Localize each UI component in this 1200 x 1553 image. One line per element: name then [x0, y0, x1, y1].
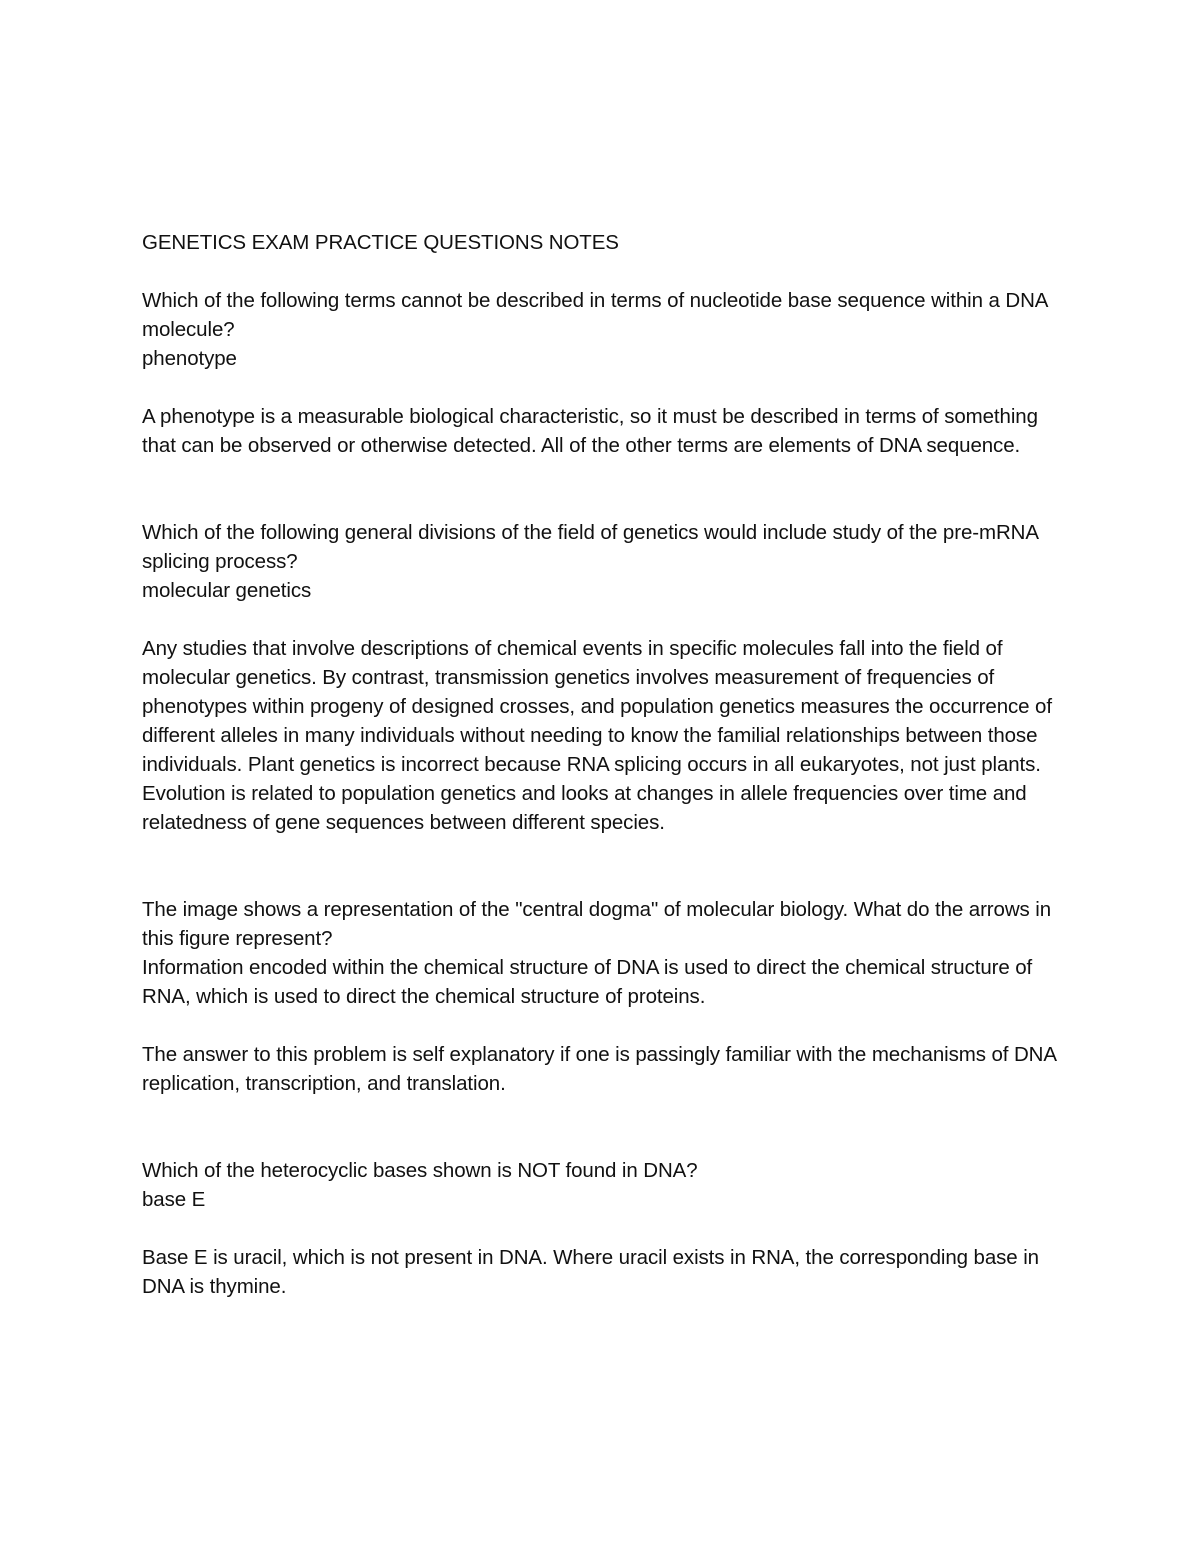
question-text: Which of the heterocyclic bases shown is NOT found in DNA?	[142, 1159, 698, 1182]
explanation-text: A phenotype is a measurable biological characteristic, so it must be described in terms of something that can be observed or otherwise detected. All of the other terms are elements of DNA sequence.	[142, 405, 1038, 457]
qa-item-1	[142, 286, 1062, 460]
question-text: Which of the following general divisions of the field of genetics would include study of the pre-mRNA splicing process?	[142, 521, 1038, 573]
answer-text: phenotype	[142, 347, 237, 370]
document-title: GENETICS EXAM PRACTICE QUESTIONS NOTES	[142, 231, 619, 254]
qa-item-3	[142, 895, 1062, 1098]
explanation-text: Base E is uracil, which is not present in DNA. Where uracil exists in RNA, the corresponding base in DNA is thymine.	[142, 1246, 1039, 1298]
answer-text: molecular genetics	[142, 579, 312, 602]
document-content	[142, 228, 1062, 1301]
qa-item-2	[142, 518, 1062, 837]
explanation-text: The answer to this problem is self explanatory if one is passingly familiar with the mechanisms of DNA replication, transcription, and translation.	[142, 1043, 1056, 1095]
answer-text: Information encoded within the chemical structure of DNA is used to direct the chemical structure of RNA, which is used to direct the chemical structure of proteins.	[142, 956, 1033, 1008]
question-text: The image shows a representation of the "central dogma" of molecular biology. What do the arrows in this figure represent?	[142, 898, 1052, 950]
qa-item-4	[142, 1156, 1062, 1301]
explanation-text: Any studies that involve descriptions of chemical events in specific molecules fall into the field of molecular genetics. By contrast, transmission genetics involves measurement of frequencies of phenotypes within progeny of designed crosses, and population genetics measures the occurrence of different alleles in many individuals without needing to know the familial relationships between those individuals. Plant genetics is incorrect because RNA splicing occurs in all eukaryotes, not just plants. Evolution is related to population genetics and looks at changes in allele frequencies over time and relatedness of gene sequences between different species.	[142, 637, 1052, 834]
answer-text: base E	[142, 1188, 206, 1211]
question-text: Which of the following terms cannot be described in terms of nucleotide base sequence within a DNA molecule?	[142, 289, 1048, 341]
